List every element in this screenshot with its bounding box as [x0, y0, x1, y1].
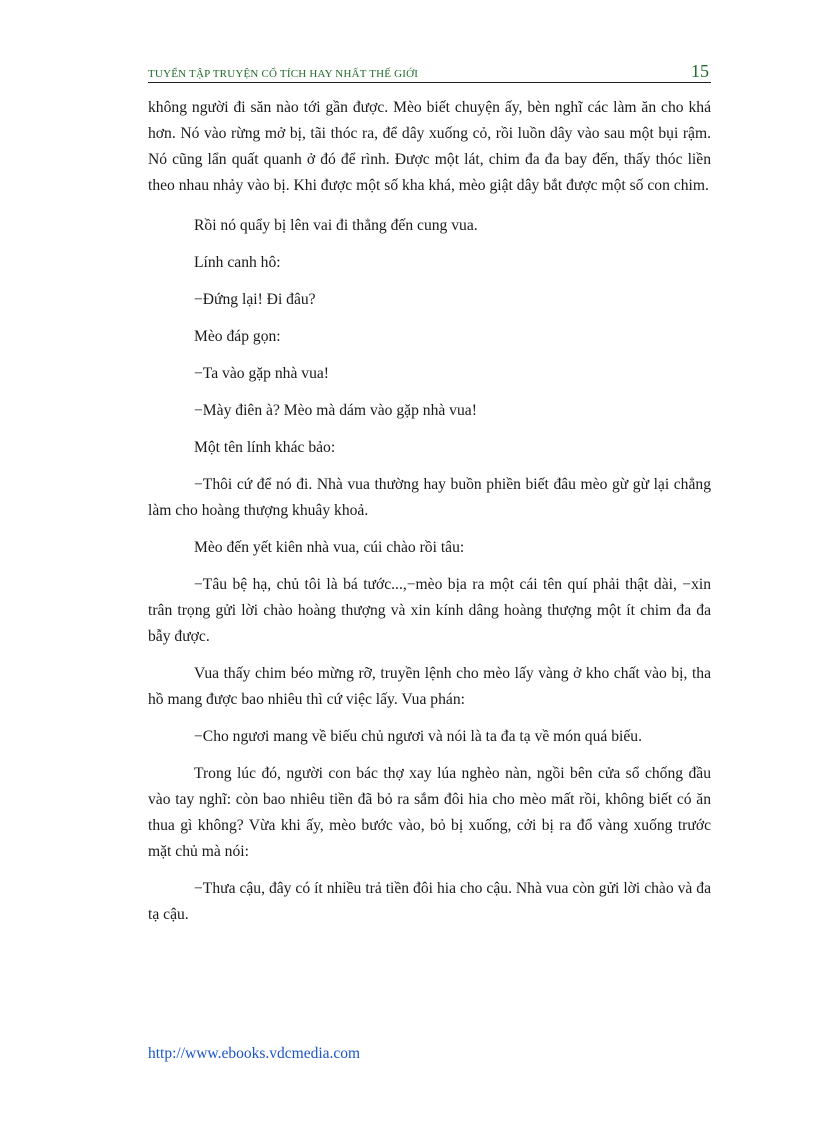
book-title: TUYỂN TẬP TRUYỆN CỔ TÍCH HAY NHẤT THẾ GIỚI: [148, 68, 419, 80]
footer-link[interactable]: http://www.ebooks.vdcmedia.com: [148, 1045, 361, 1062]
dialogue-line: −Tâu bệ hạ, chủ tôi là bá tước...,−mèo bịa ra một cái tên quí phải thật dài, −xin trân trọng gửi lời chào hoàng thượng và xin kính dâng hoàng thượng một ít chim đa đa bẫy được.: [148, 576, 711, 645]
dialogue-line: −Mày điên à? Mèo mà dám vào gặp nhà vua!: [194, 402, 477, 419]
story-body: [148, 95, 711, 939]
paragraph: Rồi nó quẩy bị lên vai đi thẳng đến cung vua.: [194, 217, 478, 234]
dialogue-line: −Đứng lại! Đi đâu?: [194, 291, 316, 308]
dialogue-line: −Cho ngươi mang về biếu chủ ngươi và nói là ta đa tạ về món quá biếu.: [194, 728, 642, 745]
page-header: [148, 60, 711, 83]
paragraph: Mèo đến yết kiên nhà vua, cúi chào rồi tâu:: [194, 539, 465, 556]
paragraph: Trong lúc đó, người con bác thợ xay lúa nghèo nàn, ngồi bên cửa sổ chống đầu vào tay nghĩ: còn bao nhiêu tiền đã bỏ ra sắm đôi hia cho mèo mất rồi, không biết có ăn thua gì không? Vừa khi ấy, mèo bước vào, bỏ bị xuống, cởi bị ra đổ vàng xuống trước mặt chủ mà nói:: [148, 765, 711, 860]
paragraph: Lính canh hô:: [194, 254, 281, 271]
paragraph: Một tên lính khác bảo:: [194, 439, 336, 456]
dialogue-line: −Ta vào gặp nhà vua!: [194, 365, 329, 382]
paragraph: Vua thấy chim béo mừng rỡ, truyền lệnh cho mèo lấy vàng ở kho chất vào bị, tha hồ mang được bao nhiêu thì cứ việc lấy. Vua phán:: [148, 665, 711, 708]
paragraph: không người đi săn nào tới gần được. Mèo biết chuyện ấy, bèn nghĩ các làm ăn cho khá hơn. Nó vào rừng mở bị, tãi thóc ra, để dây xuống cỏ, rồi luồn dây vào sau một bụi rậm. Nó cũng lẩn quất quanh ở đó để rình. Được một lát, chim đa đa bay đến, thấy thóc liền theo nhau nhảy vào bị. Khi được một số kha khá, mèo giật dây bắt được một số con chim.: [148, 99, 711, 194]
paragraph: Mèo đáp gọn:: [194, 328, 281, 345]
dialogue-line: −Thưa cậu, đây có ít nhiều trả tiền đôi hia cho cậu. Nhà vua còn gửi lời chào và đa tạ cậu.: [148, 880, 711, 923]
dialogue-line: −Thôi cứ để nó đi. Nhà vua thường hay buồn phiền biết đâu mèo gừ gừ lại chẳng làm cho hoàng thượng khuây khoả.: [148, 476, 711, 519]
page-number: 15: [691, 61, 709, 81]
